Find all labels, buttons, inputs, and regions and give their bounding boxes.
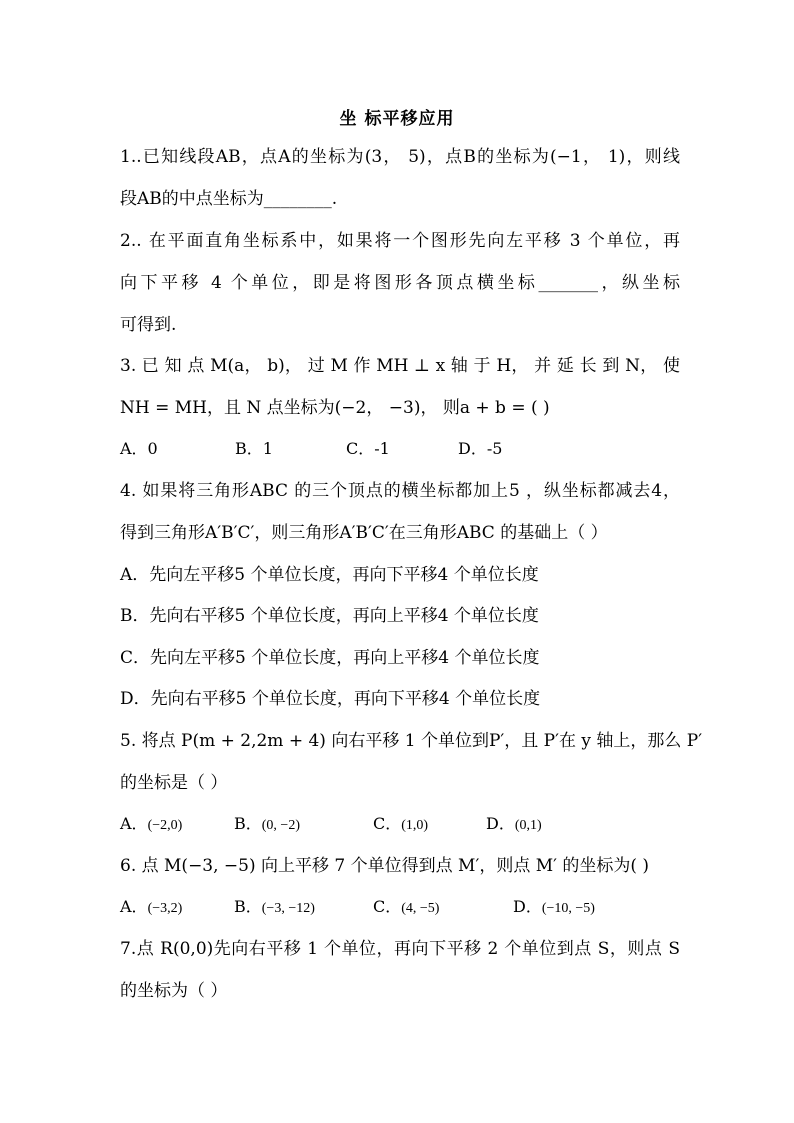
q3-line2: NH = MH，且 N 点坐标为(−2， −3)， 则a + b = ( ) (120, 398, 550, 418)
q7-line2: 的坐标为（ ） (120, 981, 228, 1001)
q3-option-d: D．-5 (458, 439, 503, 458)
q5-option-c-value: (1,0) (401, 818, 429, 833)
q4-line2: 得到三角形A′B′C′，则三角形A′B′C′在三角形ABC 的基础上（ ） (120, 523, 608, 543)
q6-option-c (373, 894, 439, 922)
q4-option-b: B．先向右平移5 个单位长度，再向上平移4 个单位长度 (120, 606, 539, 626)
q6-option-a-value: (−3,2) (147, 901, 183, 916)
q5-option-a-value: (−2,0) (147, 818, 183, 833)
q5-option-b (234, 811, 300, 839)
page-title: 坐 标平移应用 (339, 109, 455, 129)
q3-line1: 3. 已 知 点 M(a， b)， 过 M 作 MH ⊥ x 轴 于 H， 并 延 长 到 N， 使 (120, 356, 680, 376)
q6-option-a-letter: A． (120, 897, 148, 916)
q4-option-c: C．先向左平移5 个单位长度，再向上平移4 个单位长度 (120, 648, 540, 668)
q5-option-d-value: (0,1) (514, 818, 542, 833)
q6-option-c-value: (4, −5) (401, 901, 440, 916)
q6-option-a (120, 894, 182, 922)
q5-option-c-letter: C． (373, 814, 402, 833)
q7-line1: 7.点 R(0,0)先向右平移 1 个单位，再向下平移 2 个单位到点 S，则点 S (120, 939, 680, 959)
q5-options (120, 811, 680, 837)
q5-option-a (120, 811, 182, 839)
q3-option-c: C．-1 (346, 439, 390, 458)
q6-option-b (234, 894, 315, 922)
q5-option-a-letter: A． (120, 814, 148, 833)
q6-options (120, 894, 680, 920)
q4-line1: 4. 如果将三角形ABC 的三个顶点的横坐标都加上5 ，纵坐标都减去4， (120, 481, 680, 501)
q5-line2: 的坐标是（ ） (120, 773, 228, 793)
q3-option-b: B．1 (235, 439, 273, 458)
q5-line1: 5. 将点 P(m + 2,2m + 4) 向右平移 1 个单位到P′，且 P′在 y 轴上，那么 P′ (120, 731, 703, 751)
q2-line1: 2.. 在平面直角坐标系中，如果将一个图形先向左平移 3 个单位，再 (120, 231, 680, 251)
q4-option-d: D．先向右平移5 个单位长度，再向下平移4 个单位长度 (120, 689, 541, 709)
q6-option-d-value: (−10, −5) (541, 901, 595, 916)
q6-option-c-letter: C． (373, 897, 402, 916)
q5-option-d-letter: D． (486, 814, 515, 833)
q6-option-d (513, 894, 595, 922)
q2-line2: 向下平移 4 个单位，即是将图形各顶点横坐标_______，纵坐标 (120, 273, 680, 293)
q3-option-a: A．0 (120, 439, 158, 458)
q5-option-d (486, 811, 542, 839)
q6-option-b-value: (−3, −12) (261, 901, 315, 916)
q6-line1: 6. 点 M(−3, −5) 向上平移 7 个单位得到点 M′，则点 M′ 的坐标为( ) (120, 856, 650, 876)
q3-options (120, 436, 680, 462)
q5-option-c (373, 811, 428, 839)
q4-option-a: A．先向左平移5 个单位长度，再向下平移4 个单位长度 (120, 565, 539, 585)
q6-option-d-letter: D． (513, 897, 542, 916)
q2-line3: 可得到. (120, 315, 177, 335)
q1-line2: 段AB的中点坐标为________. (120, 189, 338, 209)
q5-option-b-letter: B． (234, 814, 262, 833)
q6-option-b-letter: B． (234, 897, 262, 916)
q5-option-b-value: (0, −2) (261, 818, 300, 833)
q1-line1: 1..已知线段AB，点A的坐标为(3， 5)，点B的坐标为(−1， 1)，则线 (120, 147, 680, 167)
